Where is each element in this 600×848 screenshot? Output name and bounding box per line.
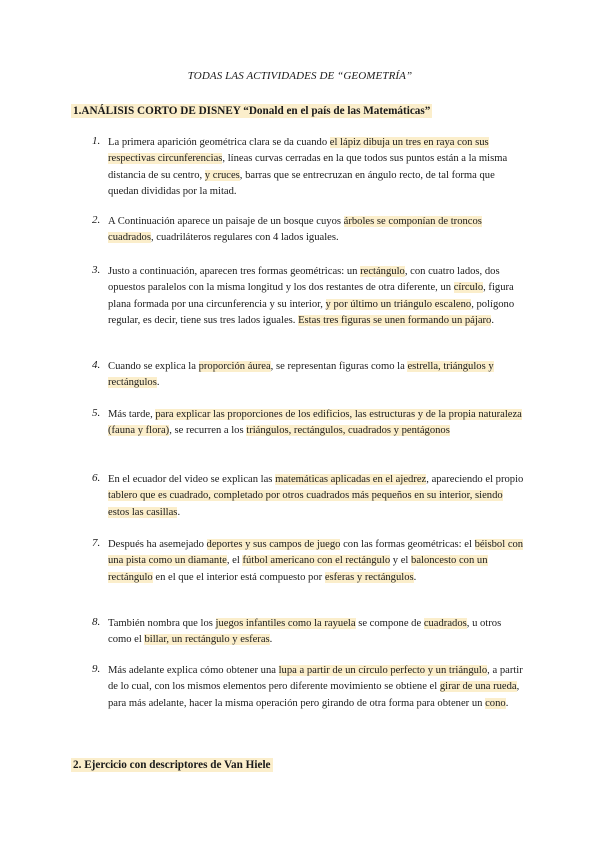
highlighted-text: esferas y rectángulos (324, 571, 414, 583)
text-run: , para más adelante, hacer la misma operación pero girando de otra forma para obtener un (108, 681, 520, 709)
highlighted-text: lupa a partir de un círculo perfecto y un triángulo (278, 665, 488, 676)
highlighted-text: el lápiz dibuja un tres en raya con sus respectivas circunferencias (108, 137, 489, 165)
highlighted-text: para explicar las proporciones de los edificios, las estructuras y de la propia naturaleza (fauna y flora) (108, 409, 522, 437)
text-run: , a partir de lo cual, con los mismos elementos pero diferente movimiento se obtiene el (108, 665, 523, 693)
highlighted-text: y por último un triángulo escaleno (325, 298, 472, 310)
item-number: 5. (92, 407, 101, 419)
item-text (108, 135, 526, 200)
text-run: También nombra que los (108, 618, 216, 629)
highlighted-text: árboles se componían de troncos cuadrados (108, 216, 482, 244)
text-run: Justo a continuación, aparecen tres formas geométricas: un (108, 266, 361, 277)
item-text (108, 214, 526, 247)
highlighted-text: proporción áurea (198, 361, 271, 372)
text-run: . (491, 314, 495, 326)
text-run: , apareciendo el propio (426, 474, 524, 485)
item-number: 2. (92, 214, 101, 226)
text-run: , figura plana formada por una circunferencia y su interior, (108, 282, 514, 310)
section-heading-1: 1.ANÁLISIS CORTO DE DISNEY “Donald en el país de las Matemáticas” (73, 105, 431, 117)
text-run: , polígono regular, es decir, tiene sus tres lados iguales. (108, 298, 515, 326)
text-run: A Continuación aparece un paisaje de un bosque cuyos (108, 216, 344, 227)
text-run: . (413, 571, 417, 583)
highlighted-text: béisbol con una pista como un diamante (108, 539, 524, 567)
highlighted-text: juegos infantiles como la rayuela (215, 618, 356, 629)
text-run: En el ecuador del video se explican las (108, 474, 276, 485)
text-run: , se representan figuras como la (270, 361, 408, 372)
highlighted-text: círculo (453, 282, 484, 294)
item-text (108, 537, 526, 586)
highlighted-text: deportes y sus campos de juego (206, 539, 341, 550)
text-run: , se recurren a los (169, 425, 247, 437)
text-run: Después ha asemejado (108, 539, 207, 550)
text-run: y el (390, 555, 412, 567)
highlighted-text: billar, un rectángulo y esferas (144, 634, 270, 646)
text-run: Más adelante explica cómo obtener una (108, 665, 279, 676)
text-run: . (177, 506, 181, 518)
page-title: TODAS LAS ACTIVIDADES DE “GEOMETRÍA” (187, 70, 413, 82)
text-run: en el que el interior está compuesto por (152, 571, 325, 583)
item-number: 3. (92, 264, 101, 276)
item-number: 1. (92, 135, 101, 147)
text-run: Más tarde, (108, 409, 156, 420)
highlighted-text: matemáticas aplicadas en el ajedrez (275, 474, 427, 485)
item-text (108, 663, 526, 712)
text-run: . (269, 634, 273, 646)
highlighted-text: girar de una rueda (439, 681, 517, 693)
text-run: , u otros como el (108, 618, 502, 646)
item-number: 4. (92, 359, 101, 371)
text-run: , cuadriláteros regulares con 4 lados iguales. (150, 232, 339, 244)
text-run: , el (226, 555, 243, 567)
item-number: 7. (92, 537, 101, 549)
highlighted-text: y cruces (204, 169, 240, 181)
highlighted-text: tablero que es cuadrado, completado por otros cuadrados más pequeños en su interior, siendo estos las casillas (108, 490, 503, 518)
item-number: 6. (92, 472, 101, 484)
text-run: , líneas curvas cerradas en la que todos sus puntos están a la misma distancia de su centro, (108, 153, 508, 181)
highlighted-text: triángulos, rectángulos, cuadrados y pentágonos (246, 425, 450, 437)
item-text (108, 472, 526, 521)
highlighted-text: rectángulo (360, 266, 405, 277)
item-text (108, 359, 526, 392)
item-number: 8. (92, 616, 101, 628)
highlighted-text: fútbol americano con el rectángulo (242, 555, 391, 567)
text-run: , con cuatro lados, dos opuestos paralelos con la misma longitud y los dos restantes de otra diferente, un (108, 266, 500, 294)
highlighted-text: estrella, triángulos y rectángulos (108, 361, 494, 389)
highlighted-text: cono (485, 697, 506, 709)
text-run: Cuando se explica la (108, 361, 199, 372)
text-run: La primera aparición geométrica clara se da cuando (108, 137, 330, 148)
item-number: 9. (92, 663, 101, 675)
text-run: se compone de (355, 618, 424, 629)
text-run: . (156, 377, 160, 389)
text-run: con las formas geométricas: el (340, 539, 475, 550)
item-text (108, 616, 526, 649)
item-text (108, 264, 526, 329)
item-text (108, 407, 526, 440)
text-run: , barras que se entrecruzan en ángulo recto, de tal forma que quedan divididas por la mitad. (108, 169, 495, 197)
text-run: . (505, 697, 509, 709)
highlighted-text: cuadrados (423, 618, 467, 629)
highlighted-text: Estas tres figuras se unen formando un pájaro (298, 314, 492, 326)
highlighted-text: baloncesto con un rectángulo (108, 555, 488, 583)
section-heading-2: 2. Ejercicio con descriptores de Van Hiele (73, 759, 271, 771)
